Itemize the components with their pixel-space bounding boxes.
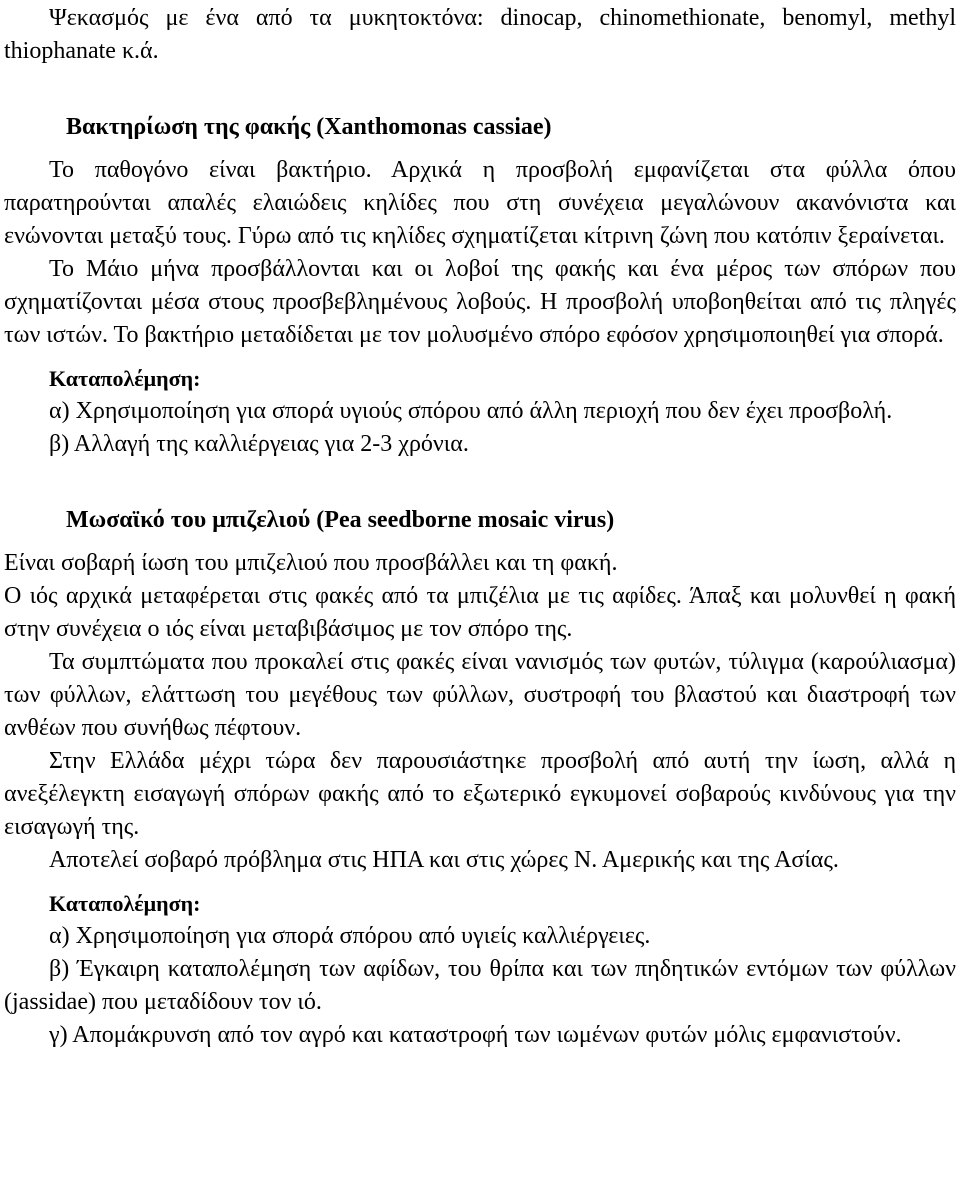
- spacer: [4, 877, 956, 887]
- mosaic-paragraph-4: Στην Ελλάδα μέχρι τώρα δεν παρουσιάστηκε προσβολή από αυτή την ίωση, αλλά η ανεξέλεγκτη εισαγωγή σπόρων φακής από το εξωτερικό εγκυμονεί σοβαρούς κινδύνους για την εισαγωγή της.: [4, 748, 956, 840]
- mosaic-paragraph-5: Αποτελεί σοβαρό πρόβλημα στις ΗΠΑ και στις χώρες Ν. Αμερικής και της Ασίας.: [49, 847, 839, 873]
- mosaic-control-label: Καταπολέμηση:: [49, 891, 201, 916]
- mosaic-control-c: γ) Απομάκρυνση από τον αγρό και καταστροφή των ιωμένων φυτών μόλις εμφανιστούν.: [49, 1022, 902, 1048]
- mosaic-control-a: α) Χρησιμοποίηση για σπορά σπόρου από υγιείς καλλιέργειες.: [49, 923, 651, 949]
- xanthomonas-control-b: β) Αλλαγή της καλλιέργειας για 2-3 χρόνια.: [49, 431, 469, 457]
- xanthomonas-heading: Βακτηρίωση της φακής (Xanthomonas cassiae): [66, 114, 552, 140]
- spacer: [4, 461, 956, 504]
- mosaic-heading: Μωσαϊκό του μπιζελιού (Pea seedborne mosaic virus): [66, 507, 615, 533]
- document-page: [4, 2, 956, 1052]
- spacer: [4, 352, 956, 362]
- mosaic-paragraph-2: Ο ιός αρχικά μεταφέρεται στις φακές από τα μπιζέλια με τις αφίδες. Άπαξ και μολυνθεί η φακή στην συνέχεια ο ιός είναι μεταβιβάσιμος με τον σπόρο της.: [4, 583, 956, 642]
- mosaic-control-b: β) Έγκαιρη καταπολέμηση των αφίδων, του θρίπα και των πηδητικών εντόμων των φύλλων (jassidae) που μεταδίδουν τον ιό.: [4, 956, 956, 1015]
- xanthomonas-paragraph-1: Το παθογόνο είναι βακτήριο. Αρχικά η προσβολή εμφανίζεται στα φύλλα όπου παρατηρούνται απαλές ελαιώδεις κηλίδες που στη συνέχεια μεγαλώνουν ακανόνιστα και ενώνονται μεταξύ τους. Γύρω από τις κηλίδες σχηματίζεται κίτρινη ζώνη που κατόπιν ξεραίνεται.: [4, 157, 956, 249]
- xanthomonas-control-label: Καταπολέμηση:: [49, 366, 201, 391]
- spacer: [4, 68, 956, 111]
- mosaic-paragraph-3: Τα συμπτώματα που προκαλεί στις φακές είναι νανισμός των φυτών, τύλιγμα (καρούλιασμα) των φύλλων, ελάττωση του μεγέθους των φύλλων, συστροφή του βλαστού και διαστροφή των ανθέων που συνήθως πέφτουν.: [4, 649, 956, 741]
- xanthomonas-paragraph-2: Το Μάιο μήνα προσβάλλονται και οι λοβοί της φακής και ένα μέρος των σπόρων που σχηματίζονται μέσα στους προσβεβλημένους λοβούς. Η προσβολή υποβοηθείται από τις πληγές των ιστών. Το βακτήριο μεταδίδεται με τον μολυσμένο σπόρο εφόσον χρησιμοποιηθεί για σπορά.: [4, 256, 956, 348]
- spacer: [4, 537, 956, 547]
- mosaic-paragraph-1: Είναι σοβαρή ίωση του μπιζελιού που προσβάλλει και τη φακή.: [4, 550, 618, 576]
- spacer: [4, 144, 956, 154]
- xanthomonas-control-a: α) Χρησιμοποίηση για σπορά υγιούς σπόρου από άλλη περιοχή που δεν έχει προσβολή.: [49, 398, 893, 424]
- fungicide-spray-text: Ψεκασμός με ένα από τα μυκητοκτόνα: dinocap, chinomethionate, benomyl, methyl thiophanate κ.ά.: [4, 5, 956, 64]
